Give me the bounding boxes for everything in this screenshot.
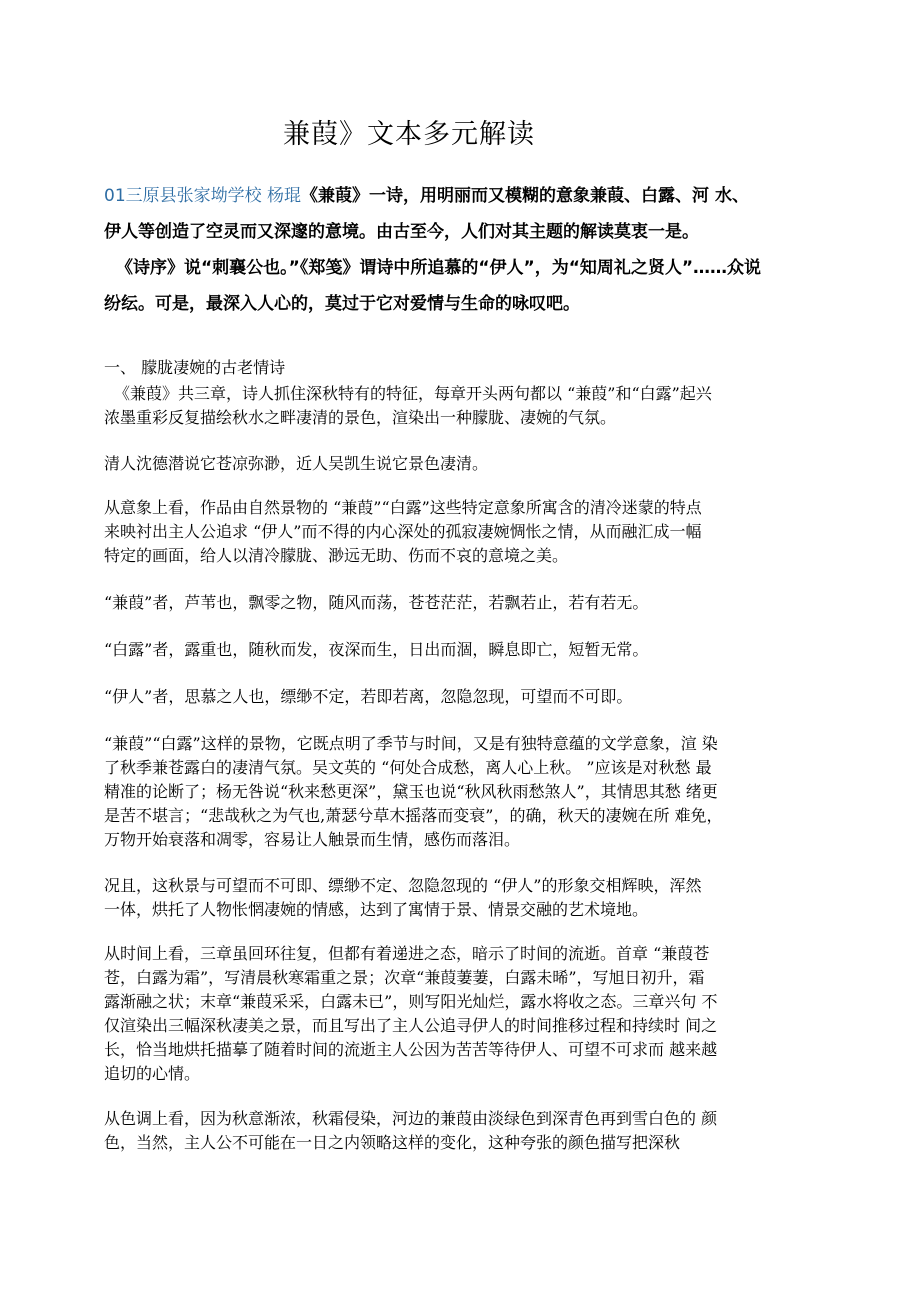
paragraph-line: 露渐融之状；末章“兼葭采采，白露未已”，则写阳光灿烂，露水将收之态。三章兴句 不 — [104, 992, 718, 1011]
paragraph-line: 色，当然，主人公不可能在一日之内领略这样的变化，这种夸张的颜色描写把深秋 — [104, 1133, 681, 1152]
paragraph — [104, 685, 824, 709]
paragraph-line: 从意象上看，作品由自然景物的 “兼葭”“白露”这些特定意象所寓含的清冷迷蒙的特点 — [104, 498, 702, 517]
intro-line-3: 《诗序》说“刺襄公也。”《郑笺》谓诗中所追慕的“伊人”，为“知周礼之贤人”……众说 — [116, 258, 762, 278]
paragraph-line: 从时间上看，三章虽回环往复，但都有着递进之态，暗示了时间的流逝。首章 “兼葭苍 — [104, 944, 710, 963]
paragraph-line: “兼葭”者，芦苇也，飘零之物，随风而荡，苍苍茫茫，若飘若止，若有若无。 — [104, 593, 649, 612]
paragraph-line: “白露”者，露重也，随秋而发，夜深而生，日出而涸，瞬息即亡，短暂无常。 — [104, 640, 649, 659]
paragraph-line: 况且，这秋景与可望而不可即、缥缈不定、忽隐忽现的 “伊人”的形象交相辉映，浑然 — [104, 876, 702, 895]
author-prefix: 01三原县张家坳学校 杨琨 — [104, 186, 302, 206]
paragraph-line: 来映衬出主人公追求 “伊人”而不得的内心深处的孤寂凄婉惆怅之情，从而融汇成一幅 — [104, 522, 702, 541]
paragraph — [104, 732, 824, 852]
paragraph — [104, 496, 824, 568]
paragraph-line: “伊人”者，思慕之人也，缥缈不定，若即若离，忽隐忽现，可望而不可即。 — [104, 687, 633, 706]
intro-line-1 — [104, 178, 824, 214]
paragraph-line: 特定的画面，给人以清冷朦胧、渺远无助、伤而不哀的意境之美。 — [104, 546, 569, 565]
paragraph — [104, 874, 824, 922]
paragraph — [104, 638, 824, 662]
paragraph-line: 浓墨重彩反复描绘秋水之畔凄清的景色，渲染出一种朦胧、凄婉的气氛。 — [104, 408, 617, 427]
paragraph-line: 仅渲染出三幅深秋凄美之景，而且写出了主人公追寻伊人的时间推移过程和持续时 间之 — [104, 1016, 718, 1035]
paragraph — [104, 942, 824, 1086]
paragraph-line: 苍，白露为霜”，写清晨秋寒霜重之景；次章“兼葭萋萋，白露未晞”，写旭日初升，霜 — [104, 968, 705, 987]
paragraph — [104, 452, 824, 476]
paragraph-line: 从色调上看，因为秋意渐浓，秋霜侵染，河边的兼葭由淡绿色到深青色再到雪白色的 颜 — [104, 1109, 718, 1128]
paragraph-line: 一体，烘托了人物怅惘凄婉的情感，达到了寓情于景、情景交融的艺术境地。 — [104, 900, 649, 919]
intro-line-1-text: 《兼葭》一诗，用明丽而又模糊的意象兼葭、白露、河 水、 — [301, 186, 749, 206]
paragraph — [104, 382, 824, 430]
paragraph — [104, 591, 824, 615]
paragraph-line: 了秋季兼苍露白的凄清气氛。吴文英的 “何处合成愁，离人心上秋。 ”应该是对秋愁 最 — [104, 758, 712, 777]
section-heading: 一、 朦胧凄婉的古老情诗 — [104, 358, 286, 377]
intro-block — [104, 178, 824, 322]
paragraph-line: 精准的论断了；杨无咎说“秋来愁更深”，黛玉也说“秋风秋雨愁煞人”，其情思其愁 绪更 — [104, 782, 718, 801]
paragraph-line: 长，恰当地烘托描摹了随着时间的流逝主人公因为苦苦等待伊人、可望不可求而 越来越 — [104, 1040, 718, 1059]
paragraph-line: 是苦不堪言；“悲哉秋之为气也,萧瑟兮草木摇落而变衰”，的确，秋天的凄婉在所 难免， — [104, 806, 723, 825]
paragraph-line: 清人沈德潜说它苍凉弥渺，近人吴凯生说它景色凄清。 — [104, 454, 489, 473]
paragraph-line: 追切的心情。 — [104, 1064, 201, 1083]
intro-line-4: 纷纭。可是，最深入人心的，莫过于它对爱情与生命的咏叹吧。 — [104, 294, 580, 314]
paragraph-line: 《兼葭》共三章，诗人抓住深秋特有的特征，每章开头两句都以 “兼葭”和“白露”起兴 — [114, 384, 712, 403]
paragraph-line: “兼葭”“白露”这样的景物，它既点明了季节与时间，又是有独特意蕴的文学意象，渲 染 — [104, 734, 718, 753]
paragraph-line: 万物开始衰落和凋零，容易让人触景而生情，感伤而落泪。 — [104, 830, 521, 849]
document-title: 兼葭》文本多元解读 — [283, 119, 535, 150]
intro-line-2: 伊人等创造了空灵而又深邃的意境。由古至今，人们对其主题的解读莫衷一是。 — [104, 222, 699, 242]
paragraph — [104, 1107, 824, 1155]
